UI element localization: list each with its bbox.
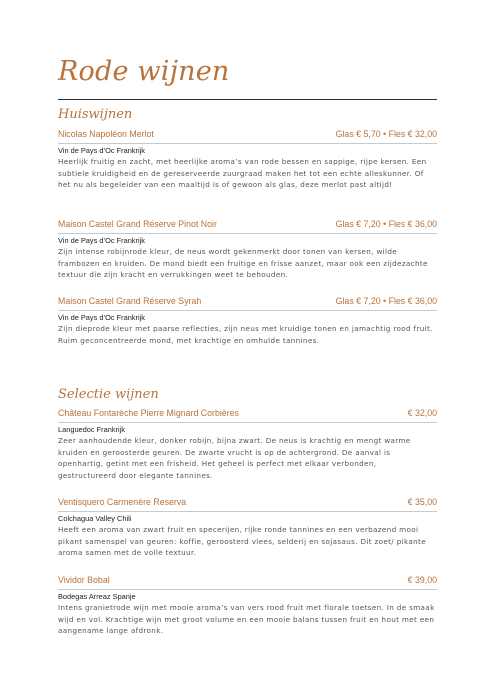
wine-header [58, 497, 437, 512]
wine-origin: Colchagua Valley Chili [58, 514, 132, 523]
wine-description: Zijn dieprode kleur met paarse reflecties, zijn neus met kruidige tonen en jamachtig rood fruit. Ruim geconcentreerde mond, met krachtige en omhulde tannines. [58, 324, 433, 345]
wine-header [58, 575, 437, 590]
section-divider [58, 99, 437, 100]
wine-header [58, 296, 437, 311]
wine-name: Maison Castel Grand Réserve Syrah [58, 296, 202, 306]
wine-name: Ventisquero Carmenère Reserva [58, 497, 187, 507]
wine-origin: Languedoc Frankrijk [58, 425, 125, 434]
wine-header [58, 219, 437, 234]
wine-origin: Vin de Pays d’Oc Frankrijk [58, 236, 145, 245]
wine-price: € 35,00 [407, 497, 437, 507]
wine-header [58, 129, 437, 144]
wine-description: Heeft een aroma van zwart fruit en specerijen, rijke ronde tannines en een verbazend mooi pikant samenspel van geuren: koffie, geroosterd vlees, selderij en sojasaus. Dit zoet/ pikante aroma samen met de volle textuur. [58, 525, 426, 558]
wine-price: Glas € 7,20 • Fles € 36,00 [335, 219, 437, 229]
wine-description: Zeer aanhoudende kleur, donker robijn, bijna zwart. De neus is krachtig en mengt warme kruiden en geroosterde geuren. De zwarte vrucht is op de achtergrond. De aanval is openhartig, getint met een frisheid. Het geheel is perfect met elkaar verbonden, gestructureerd door elegante tannines. [58, 436, 411, 480]
section-title-selectie-wijnen: Selectie wijnen [58, 387, 159, 402]
page-title: Rode wijnen [58, 56, 230, 87]
wine-price: Glas € 5,70 • Fles € 32,00 [335, 129, 437, 139]
wine-origin: Vin de Pays d’Oc Frankrijk [58, 313, 145, 322]
wine-price: € 39,00 [407, 575, 437, 585]
wine-origin: Vin de Pays d’Oc Frankrijk [58, 146, 145, 155]
wine-description: Intens granietrode wijn met mooie aroma’s van vers rood fruit met florale toetsen. In de smaak wijd en vol. Krachtige wijn met groot volume en een mooie balans tussen fruit en hout met een aangename lange afdronk. [58, 603, 435, 636]
wine-item [58, 497, 437, 559]
wine-item [58, 575, 437, 637]
wine-name: Nicolas Napoléon Merlot [58, 129, 154, 139]
wine-name: Château Fontarèche Pierre Mignard Corbières [58, 408, 239, 418]
wine-price: € 32,00 [407, 408, 437, 418]
wine-item [58, 408, 437, 481]
wine-item [58, 296, 437, 346]
wine-name: Vividor Bobal [58, 575, 110, 585]
wine-description: Zijn intense robijnrode kleur, de neus wordt gekenmerkt door tonen van kersen, wilde frambozen en kruiden. De mond biedt een fruitige en frisse aanzet, maar ook een zijdezachte textuur die zijn kracht en verrukkingen weet te behouden. [58, 247, 428, 280]
wine-price: Glas € 7,20 • Fles € 36,00 [335, 296, 437, 306]
wine-description: Heerlijk fruitig en zacht, met heerlijke aroma’s van rode bessen en sappige, rijpe kersen. Een subtiele kruidigheid en de gereserveerde zuurgraad maken het tot een echte alleskunner. Of het nu als begeleider van een maaltijd is of gewoon als glas, deze merlot past altijd! [58, 157, 427, 190]
wine-origin: Bodegas Arreaz Spanje [58, 592, 136, 601]
wine-name: Maison Castel Grand Réserve Pinot Noir [58, 219, 217, 229]
section-title-huiswijnen: Huiswijnen [58, 107, 133, 122]
wine-header [58, 408, 437, 423]
wine-item [58, 219, 437, 281]
wine-item [58, 129, 437, 191]
